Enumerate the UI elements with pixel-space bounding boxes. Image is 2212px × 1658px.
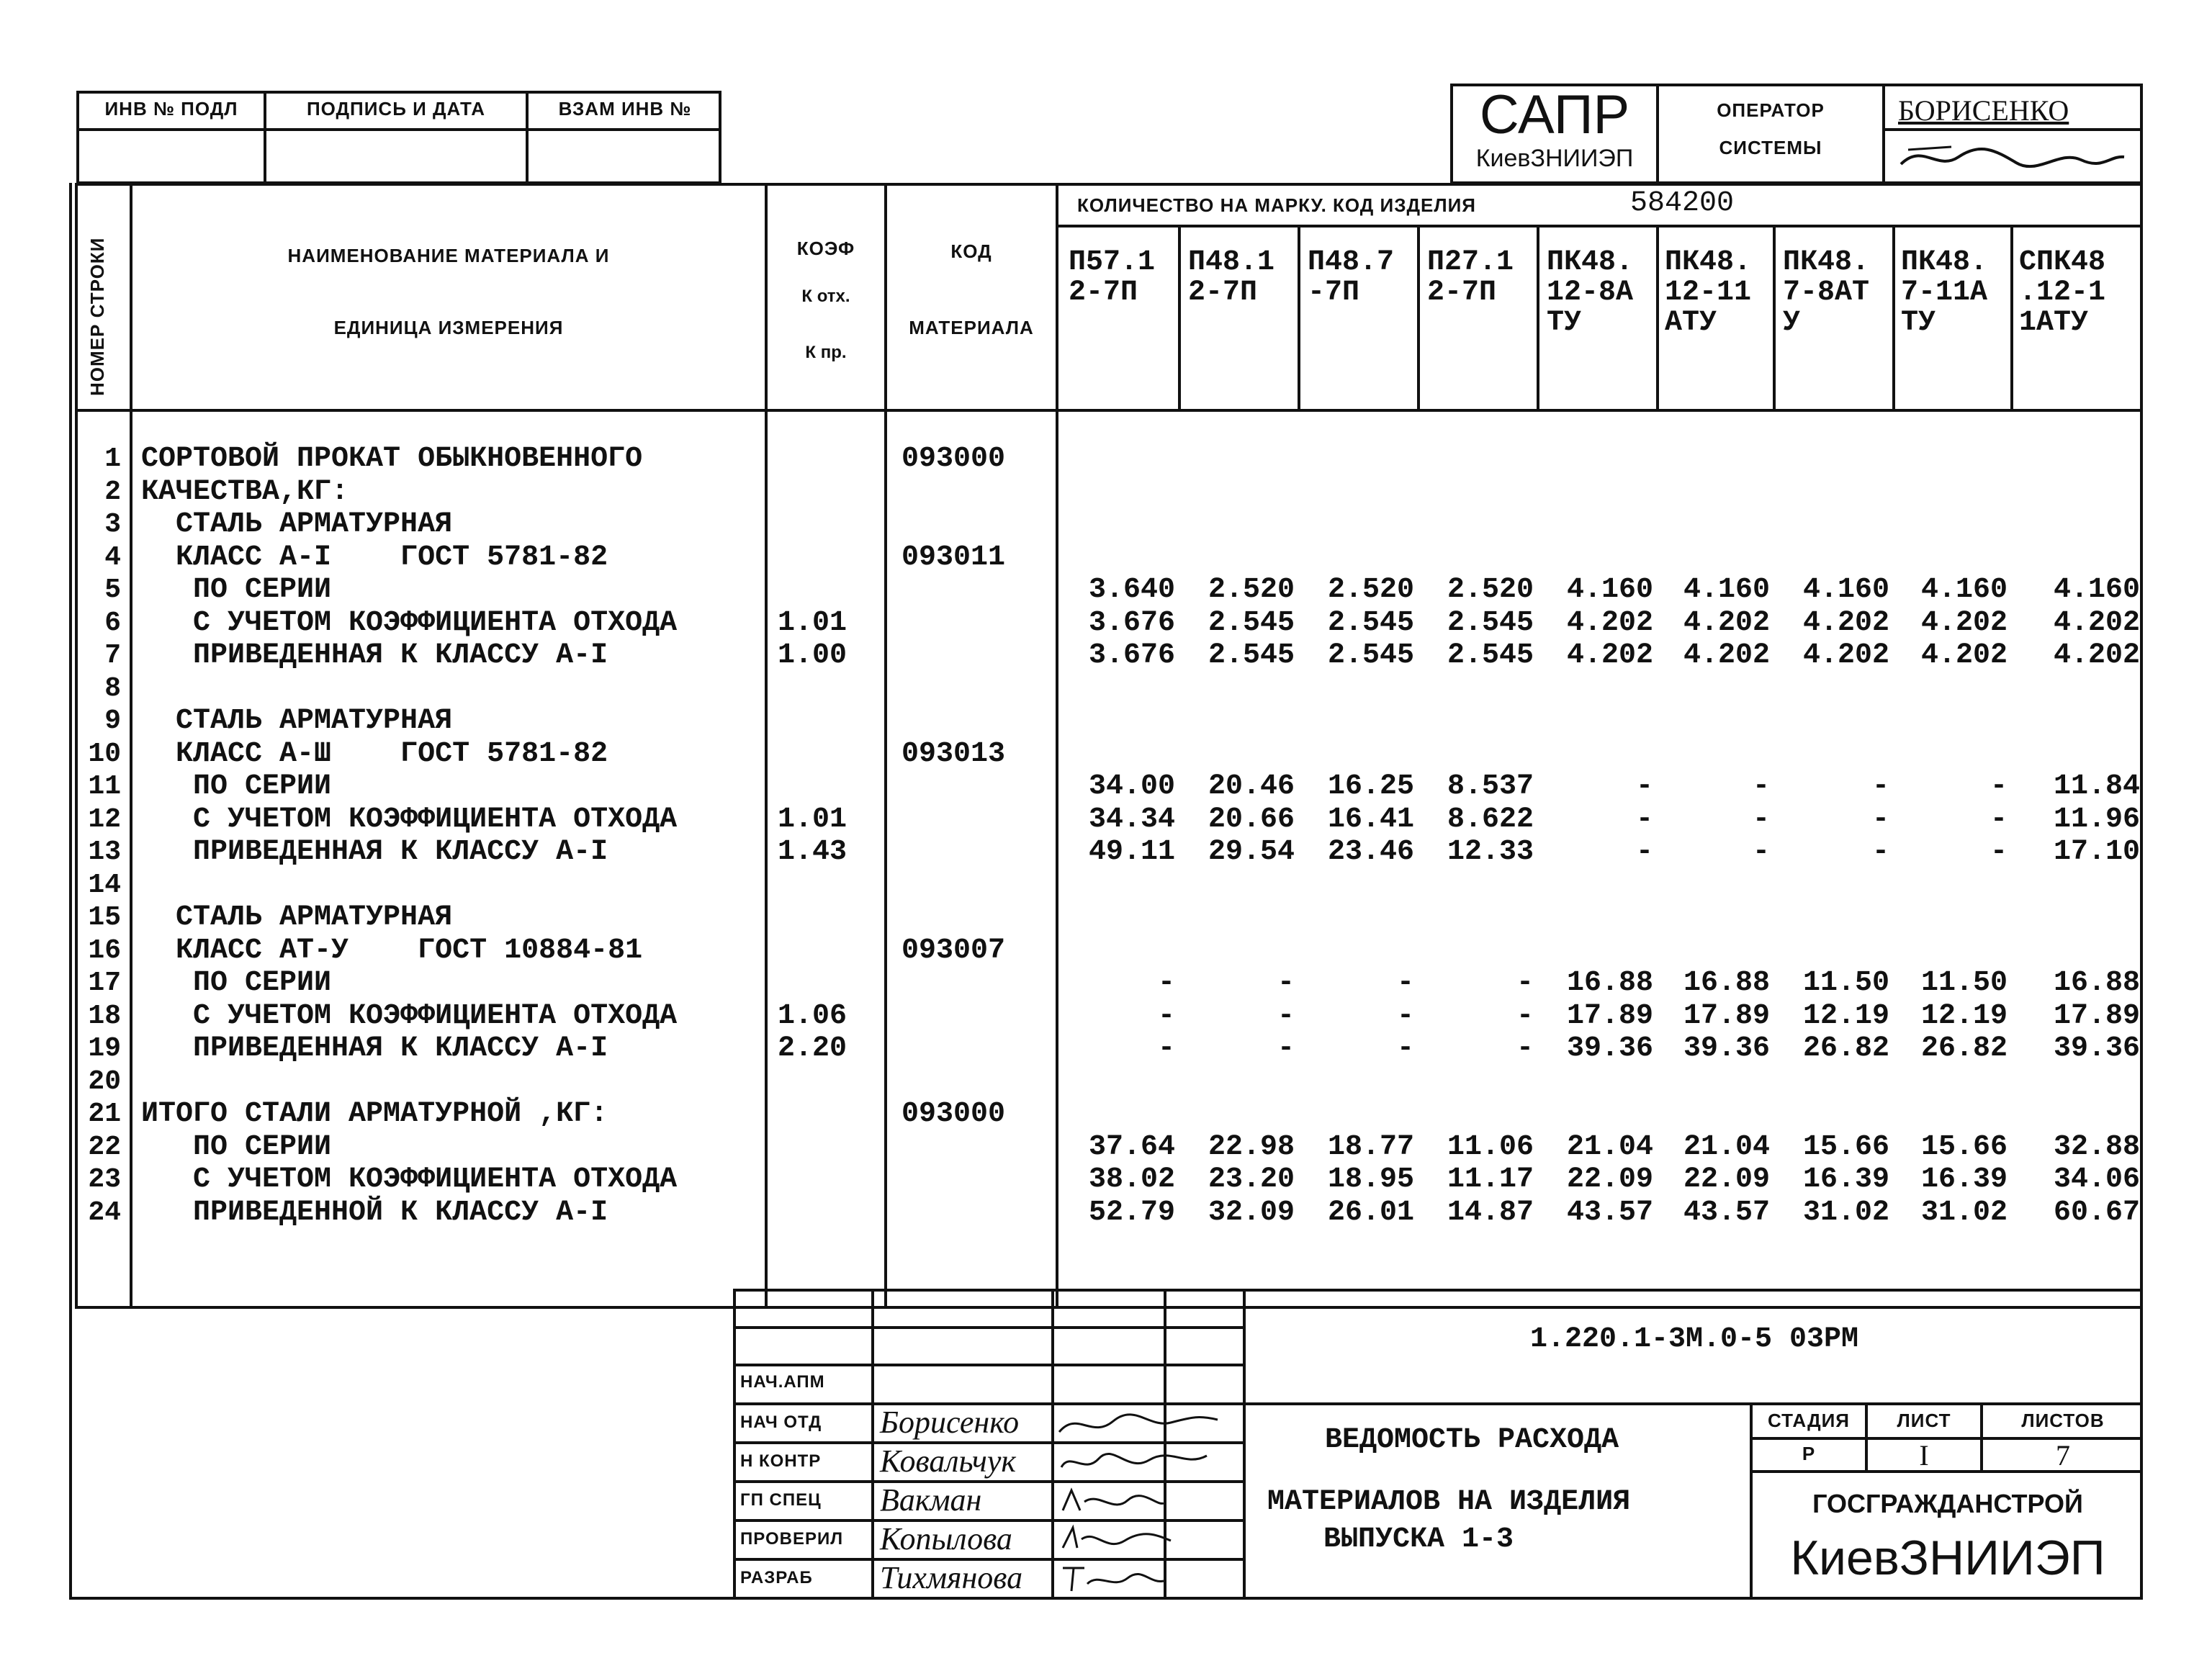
person-name: Копылова xyxy=(880,1521,1012,1556)
row-number: 8 xyxy=(104,673,121,704)
stage-label: СТАДИЯ xyxy=(1767,1410,1850,1431)
quantity-cell: 2.545 xyxy=(1327,639,1414,672)
row-number-header: НОМЕР СТРОКИ xyxy=(86,237,108,396)
quantity-cell: 11.06 xyxy=(1447,1131,1534,1163)
quantity-cell: 11.96 xyxy=(2053,803,2140,836)
quantity-cell: 34.34 xyxy=(1088,803,1175,836)
stage-value: Р xyxy=(1802,1443,1816,1464)
quantity-cell: 20.46 xyxy=(1208,770,1295,803)
doc-code: 1.220.1-3М.0-5 03РМ xyxy=(1529,1323,1859,1356)
row-number: 1 xyxy=(104,443,121,474)
quantity-cell: 23.20 xyxy=(1208,1163,1295,1196)
role-label: ПРОВЕРИЛ xyxy=(740,1529,844,1549)
row-number: 16 xyxy=(88,935,121,966)
quantity-cell: 16.88 xyxy=(2053,967,2140,999)
operator-label-1: ОПЕРАТОР xyxy=(1717,99,1825,121)
quantity-cell: 4.202 xyxy=(1566,639,1653,672)
row-number: 17 xyxy=(88,968,121,999)
material-name: КАЧЕСТВА,КГ: xyxy=(141,476,349,508)
material-code: 093013 xyxy=(902,738,1006,770)
material-code: 093000 xyxy=(902,1098,1006,1130)
doc-title-1: ВЕДОМОСТЬ РАСХОДА xyxy=(1325,1424,1619,1456)
quantity-cell: 49.11 xyxy=(1088,836,1175,868)
product-column-header: П48.1 2-7П xyxy=(1188,246,1275,309)
koef-value: 1.00 xyxy=(778,639,848,672)
quantity-cell: - xyxy=(1990,770,2008,803)
quantity-cell: - xyxy=(1752,803,1770,836)
quantity-cell: - xyxy=(1396,1032,1414,1065)
quantity-cell: 4.160 xyxy=(2053,574,2140,606)
stamp-signature-date-label: ПОДПИСЬ И ДАТА xyxy=(306,98,486,120)
role-label: Н КОНТР xyxy=(740,1451,822,1471)
row-number: 6 xyxy=(104,608,121,639)
quantity-cell: - xyxy=(1871,803,1889,836)
quantity-cell: 11.50 xyxy=(1920,967,2008,999)
material-code: 093007 xyxy=(902,934,1006,967)
koef-value: 2.20 xyxy=(778,1032,848,1065)
sapr-divider xyxy=(1656,84,1659,184)
row-number: 13 xyxy=(88,837,121,868)
quantity-cell: - xyxy=(1157,1032,1175,1065)
quantity-cell: - xyxy=(1990,836,2008,868)
quantity-cell: - xyxy=(1396,1000,1414,1032)
quantity-cell: 12.19 xyxy=(1802,1000,1889,1032)
row-number: 2 xyxy=(104,477,121,508)
quantity-cell: 22.98 xyxy=(1208,1131,1295,1163)
material-code: 093011 xyxy=(902,541,1006,574)
quantity-cell: 8.537 xyxy=(1447,770,1534,803)
quantity-cell: 31.02 xyxy=(1802,1197,1889,1229)
stamp-inv-podl-label: ИНВ № ПОДЛ xyxy=(104,98,238,120)
operator-signature xyxy=(1894,135,2131,179)
quantity-cell: 2.545 xyxy=(1447,639,1534,672)
quantity-cell: - xyxy=(1277,967,1295,999)
quantity-cell: - xyxy=(1516,1032,1534,1065)
doc-title-2: МАТЕРИАЛОВ НА ИЗДЕЛИЯ xyxy=(1267,1486,1631,1518)
quantity-cell: 39.36 xyxy=(2053,1032,2140,1065)
sapr-org: КиевЗНИИЭП xyxy=(1475,145,1634,172)
product-column-header: П27.1 2-7П xyxy=(1427,246,1514,309)
quantity-cell: 2.520 xyxy=(1447,574,1534,606)
signature xyxy=(1056,1407,1221,1443)
material-name: С УЧЕТОМ КОЭФФИЦИЕНТА ОТХОДА xyxy=(141,1163,678,1196)
quantity-cell: 22.09 xyxy=(1566,1163,1653,1196)
stamp-replacement-inv-label: ВЗАМ ИНВ № xyxy=(558,98,692,120)
row-number: 15 xyxy=(88,902,121,933)
row-number: 11 xyxy=(88,771,121,802)
quantity-cell: - xyxy=(1635,803,1653,836)
quantity-cell: - xyxy=(1871,770,1889,803)
quantity-cell: 17.89 xyxy=(1566,1000,1653,1032)
product-code: 584200 xyxy=(1630,187,1735,220)
quantity-cell: 2.545 xyxy=(1447,607,1534,639)
quantity-cell: 34.06 xyxy=(2053,1163,2140,1196)
row-number: 3 xyxy=(104,509,121,540)
person-name: Тихмянова xyxy=(880,1560,1023,1595)
kod-header-1: КОД xyxy=(950,240,992,262)
sapr-divider xyxy=(1882,128,2143,131)
quantity-cell: 43.57 xyxy=(1683,1197,1770,1229)
sheets-value: 7 xyxy=(2056,1439,2070,1472)
qty-label: КОЛИЧЕСТВО НА МАРКУ. КОД ИЗДЕЛИЯ xyxy=(1077,194,1476,216)
role-label: ГП СПЕЦ xyxy=(740,1490,822,1510)
col-divider-product xyxy=(2010,225,2013,409)
quantity-cell: 15.66 xyxy=(1920,1131,2008,1163)
material-name: ПРИВЕДЕННАЯ К КЛАССУ А-I xyxy=(141,639,608,672)
material-name: ПО СЕРИИ xyxy=(141,967,332,999)
material-name: СТАЛЬ АРМАТУРНАЯ xyxy=(141,901,453,934)
sheet-left-border xyxy=(69,183,72,1600)
quantity-cell: 2.520 xyxy=(1208,574,1295,606)
quantity-cell: 16.88 xyxy=(1683,967,1770,999)
koef-value: 1.43 xyxy=(778,836,848,868)
col-divider-product xyxy=(1537,225,1539,409)
quantity-cell: 2.545 xyxy=(1208,607,1295,639)
quantity-cell: 4.160 xyxy=(1566,574,1653,606)
role-label: НАЧ ОТД xyxy=(740,1413,822,1432)
quantity-cell: 3.640 xyxy=(1088,574,1175,606)
material-code: 093000 xyxy=(902,443,1006,475)
quantity-cell: 11.50 xyxy=(1802,967,1889,999)
quantity-cell: - xyxy=(1752,770,1770,803)
material-name: ПО СЕРИИ xyxy=(141,770,332,803)
quantity-cell: - xyxy=(1277,1000,1295,1032)
material-name: КЛАСС А-Ш ГОСТ 5781-82 xyxy=(141,738,608,770)
product-column-header: П48.7 -7П xyxy=(1308,246,1395,309)
quantity-cell: 4.202 xyxy=(1920,639,2008,672)
sheet-label: ЛИСТ xyxy=(1897,1410,1951,1431)
person-name: Борисенко xyxy=(880,1405,1020,1440)
material-name: СТАЛЬ АРМАТУРНАЯ xyxy=(141,705,453,737)
sheet-value: I xyxy=(1919,1439,1929,1472)
quantity-cell: - xyxy=(1635,770,1653,803)
quantity-cell: 34.00 xyxy=(1088,770,1175,803)
signature xyxy=(1056,1562,1221,1598)
product-column-header: СПК48 .12-1 1АТУ xyxy=(2019,246,2106,339)
row-number: 21 xyxy=(88,1099,121,1130)
quantity-cell: 3.676 xyxy=(1088,607,1175,639)
quantity-cell: - xyxy=(1871,836,1889,868)
org-name-2: КиевЗНИИЭП xyxy=(1790,1531,2105,1585)
material-name: ПРИВЕДЕННАЯ К КЛАССУ А-I xyxy=(141,1032,608,1065)
material-header-2: ЕДИНИЦА ИЗМЕРЕНИЯ xyxy=(333,317,564,338)
doc-title-3: ВЫПУСКА 1-3 xyxy=(1323,1523,1514,1556)
koef-header-2: К отх. xyxy=(801,287,850,306)
material-name: ПО СЕРИИ xyxy=(141,1131,332,1163)
row-number: 12 xyxy=(88,804,121,835)
row-number: 18 xyxy=(88,1001,121,1032)
header-bottom-line xyxy=(75,409,2143,412)
quantity-cell: 12.33 xyxy=(1447,836,1534,868)
material-header-1: НАИМЕНОВАНИЕ МАТЕРИАЛА И xyxy=(287,245,610,266)
quantity-cell: 26.01 xyxy=(1327,1197,1414,1229)
koef-header-3: К пр. xyxy=(805,343,847,362)
material-name: С УЧЕТОМ КОЭФФИЦИЕНТА ОТХОДА xyxy=(141,1000,678,1032)
quantity-cell: 26.82 xyxy=(1802,1032,1889,1065)
sheets-label: ЛИСТОВ xyxy=(2021,1410,2105,1431)
quantity-cell: 3.676 xyxy=(1088,639,1175,672)
quantity-cell: 2.545 xyxy=(1327,607,1414,639)
material-name: СОРТОВОЙ ПРОКАТ ОБЫКНОВЕННОГО xyxy=(141,443,643,475)
quantity-cell: 17.89 xyxy=(1683,1000,1770,1032)
row-number: 10 xyxy=(88,739,121,770)
signature xyxy=(1056,1446,1221,1482)
col-divider-product xyxy=(1773,225,1776,409)
sheet-bottom-border xyxy=(69,1597,2143,1600)
quantity-cell: 20.66 xyxy=(1208,803,1295,836)
col-divider-koef xyxy=(884,183,887,1309)
quantity-cell: 18.77 xyxy=(1327,1131,1414,1163)
quantity-cell: 37.64 xyxy=(1088,1131,1175,1163)
material-name: КЛАСС А-I ГОСТ 5781-82 xyxy=(141,541,608,574)
quantity-cell: 11.17 xyxy=(1447,1163,1534,1196)
material-name: ПРИВЕДЕННОЙ К КЛАССУ А-I xyxy=(141,1197,608,1229)
col-divider-product xyxy=(1892,225,1895,409)
quantity-cell: 4.202 xyxy=(2053,607,2140,639)
row-number: 24 xyxy=(88,1197,121,1228)
row-number: 7 xyxy=(104,640,121,671)
quantity-cell: 4.160 xyxy=(1920,574,2008,606)
quantity-cell: 18.95 xyxy=(1327,1163,1414,1196)
product-column-header: П57.1 2-7П xyxy=(1069,246,1156,309)
quantity-cell: - xyxy=(1635,836,1653,868)
quantity-cell: 12.19 xyxy=(1920,1000,2008,1032)
quantity-cell: 29.54 xyxy=(1208,836,1295,868)
row-number: 5 xyxy=(104,575,121,605)
product-column-header: ПК48. 7-8АТ У xyxy=(1783,246,1870,339)
quantity-cell: 38.02 xyxy=(1088,1163,1175,1196)
quantity-cell: 4.160 xyxy=(1683,574,1770,606)
col-divider-product xyxy=(1417,225,1420,409)
row-number: 23 xyxy=(88,1164,121,1195)
quantity-cell: 17.10 xyxy=(2053,836,2140,868)
row-number: 22 xyxy=(88,1132,121,1163)
quantity-cell: 4.202 xyxy=(1683,607,1770,639)
tb-row-line xyxy=(733,1364,1243,1366)
quantity-cell: 16.88 xyxy=(1566,967,1653,999)
quantity-cell: - xyxy=(1277,1032,1295,1065)
row-number: 4 xyxy=(104,542,121,573)
quantity-cell: 4.202 xyxy=(1920,607,2008,639)
row-number: 9 xyxy=(104,706,121,736)
person-name: Вакман xyxy=(880,1482,982,1518)
org-name-1: ГОСГРАЖДАНСТРОЙ xyxy=(1812,1489,2083,1518)
quantity-cell: 26.82 xyxy=(1920,1032,2008,1065)
quantity-cell: 8.622 xyxy=(1447,803,1534,836)
tb-divider xyxy=(871,1289,874,1600)
kod-header-2: МАТЕРИАЛА xyxy=(909,317,1034,338)
product-column-header: ПК48. 12-8А ТУ xyxy=(1547,246,1634,339)
quantity-cell: 39.36 xyxy=(1683,1032,1770,1065)
material-name: ПО СЕРИИ xyxy=(141,574,332,606)
quantity-cell: 21.04 xyxy=(1566,1131,1653,1163)
quantity-cell: 15.66 xyxy=(1802,1131,1889,1163)
quantity-cell: 23.46 xyxy=(1327,836,1414,868)
row-number: 19 xyxy=(88,1033,121,1064)
quantity-cell: 21.04 xyxy=(1683,1131,1770,1163)
material-name: ИТОГО СТАЛИ АРМАТУРНОЙ ,КГ: xyxy=(141,1098,608,1130)
quantity-cell: - xyxy=(1396,967,1414,999)
operator-name: БОРИСЕНКО xyxy=(1898,94,2069,127)
product-column-header: ПК48. 7-11А ТУ xyxy=(1901,246,1988,339)
quantity-cell: - xyxy=(1990,803,2008,836)
quantity-cell: 2.520 xyxy=(1327,574,1414,606)
sapr-title: САПР xyxy=(1479,84,1630,145)
col-divider-product xyxy=(1656,225,1659,409)
quantity-cell: 4.202 xyxy=(1683,639,1770,672)
quantity-cell: 4.160 xyxy=(1802,574,1889,606)
role-label: НАЧ.АПМ xyxy=(740,1372,825,1392)
material-name: КЛАСС АТ-У ГОСТ 10884-81 xyxy=(141,934,643,967)
quantity-cell: 32.09 xyxy=(1208,1197,1295,1229)
quantity-cell: - xyxy=(1157,1000,1175,1032)
tb-row-line xyxy=(733,1326,1243,1329)
quantity-cell: 22.09 xyxy=(1683,1163,1770,1196)
quantity-cell: - xyxy=(1516,1000,1534,1032)
koef-value: 1.06 xyxy=(778,1000,848,1032)
quantity-cell: 32.88 xyxy=(2053,1131,2140,1163)
sapr-divider xyxy=(1882,84,1885,184)
product-column-header: ПК48. 12-11 АТУ xyxy=(1665,246,1752,339)
quantity-cell: 16.39 xyxy=(1802,1163,1889,1196)
quantity-cell: 16.25 xyxy=(1327,770,1414,803)
quantity-cell: 43.57 xyxy=(1566,1197,1653,1229)
quantity-cell: 4.202 xyxy=(1802,607,1889,639)
quantity-cell: 16.41 xyxy=(1327,803,1414,836)
operator-label-2: СИСТЕМЫ xyxy=(1719,137,1822,158)
koef-header-1: КОЭФ xyxy=(796,238,855,259)
row-number: 14 xyxy=(88,870,121,901)
quantity-cell: - xyxy=(1516,967,1534,999)
quantity-cell: 16.39 xyxy=(1920,1163,2008,1196)
quantity-cell: 4.202 xyxy=(1566,607,1653,639)
stamp-divider xyxy=(76,128,721,131)
quantity-cell: 60.67 xyxy=(2053,1197,2140,1229)
quantity-cell: 4.202 xyxy=(2053,639,2140,672)
quantity-cell: 4.202 xyxy=(1802,639,1889,672)
qty-header-line xyxy=(1056,225,2143,227)
quantity-cell: - xyxy=(1157,967,1175,999)
quantity-cell: 17.89 xyxy=(2053,1000,2140,1032)
quantity-cell: 39.36 xyxy=(1566,1032,1653,1065)
material-name: ПРИВЕДЕННАЯ К КЛАССУ А-I xyxy=(141,836,608,868)
quantity-cell: 2.545 xyxy=(1208,639,1295,672)
material-name: С УЧЕТОМ КОЭФФИЦИЕНТА ОТХОДА xyxy=(141,607,678,639)
col-divider-product xyxy=(1298,225,1300,409)
signature xyxy=(1056,1484,1221,1520)
tb-divider xyxy=(1051,1289,1054,1600)
signature xyxy=(1056,1523,1221,1559)
quantity-cell: 14.87 xyxy=(1447,1197,1534,1229)
koef-value: 1.01 xyxy=(778,607,848,639)
row-number: 20 xyxy=(88,1066,121,1097)
role-label: РАЗРАБ xyxy=(740,1568,813,1587)
col-divider-product xyxy=(1178,225,1181,409)
quantity-cell: 52.79 xyxy=(1088,1197,1175,1229)
material-name: С УЧЕТОМ КОЭФФИЦИЕНТА ОТХОДА xyxy=(141,803,678,836)
quantity-cell: 31.02 xyxy=(1920,1197,2008,1229)
person-name: Ковальчук xyxy=(880,1443,1016,1479)
quantity-cell: - xyxy=(1752,836,1770,868)
material-name: СТАЛЬ АРМАТУРНАЯ xyxy=(141,508,453,541)
col-divider-rownum xyxy=(130,183,132,1309)
quantity-cell: 11.84 xyxy=(2053,770,2140,803)
koef-value: 1.01 xyxy=(778,803,848,836)
